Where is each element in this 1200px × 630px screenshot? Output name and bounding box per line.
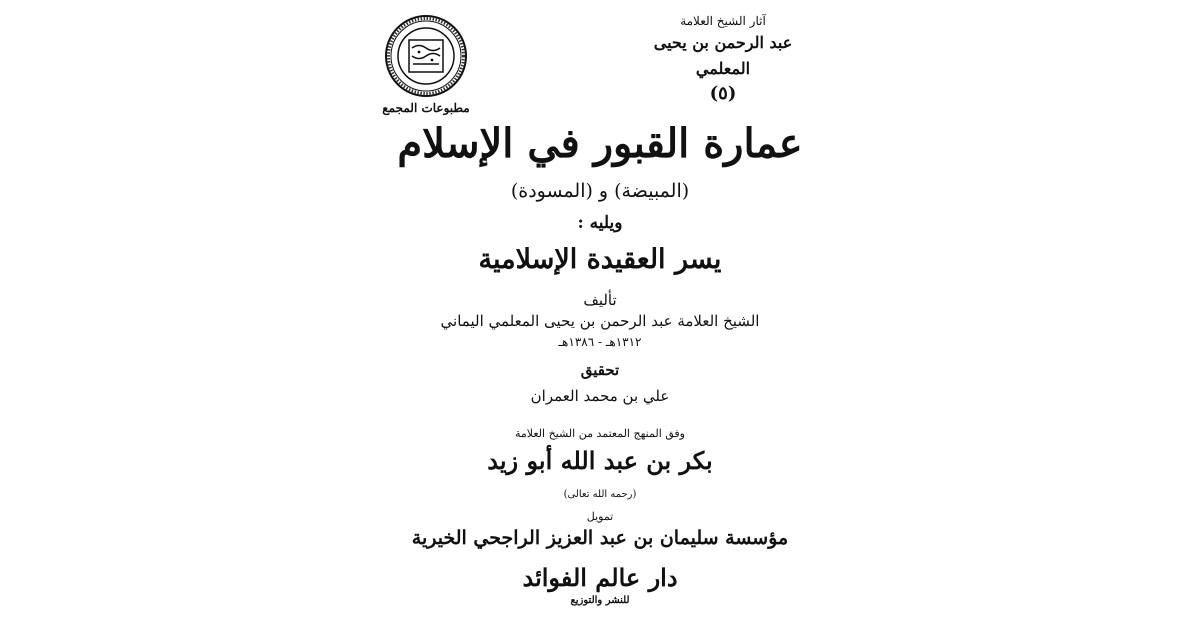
- series-collection: آثار الشيخ العلامة: [680, 14, 766, 28]
- seal-emblem: [384, 14, 468, 98]
- publisher-distribution: للنشر والتوزيع: [570, 595, 630, 606]
- editor-name: علي بن محمد العمران: [530, 387, 670, 405]
- methodology-line: وفق المنهج المعتمد من الشيخ العلامة: [515, 427, 685, 440]
- book-title-page: [380, 0, 820, 630]
- author-name: الشيخ العلامة عبد الرحمن بن يحيى المعلمي اليماني: [440, 312, 760, 330]
- funding-foundation: مؤسسة سليمان بن عبد العزيز الراجحي الخيرية: [411, 527, 789, 549]
- series-block: [638, 12, 808, 106]
- funding-label: تمويل: [586, 510, 614, 523]
- book-versions: (المبيضة) و (المسودة): [510, 180, 690, 202]
- book-title: عمارة القبور في الإسلام: [397, 120, 803, 167]
- followed-by-label: ويليه :: [577, 213, 623, 233]
- book-subtitle: يسر العقيدة الإسلامية: [478, 244, 722, 275]
- authorship-label: تأليف: [583, 291, 617, 309]
- editing-label: تحقيق: [580, 361, 620, 379]
- press-label: مطبوعات المجمع: [382, 101, 470, 115]
- series-volume-number: (٥): [709, 83, 737, 104]
- publisher-name: دار عالم الفوائد: [522, 563, 678, 592]
- series-author-name: عبد الرحمن بن يحيى المعلمي: [653, 33, 793, 78]
- supervisor-name: بكر بن عبد الله أبو زيد: [487, 446, 713, 475]
- supervisor-honorific: (رحمه الله تعالى): [563, 489, 637, 500]
- author-dates: ١٣١٢هـ - ١٣٨٦هـ: [558, 335, 642, 349]
